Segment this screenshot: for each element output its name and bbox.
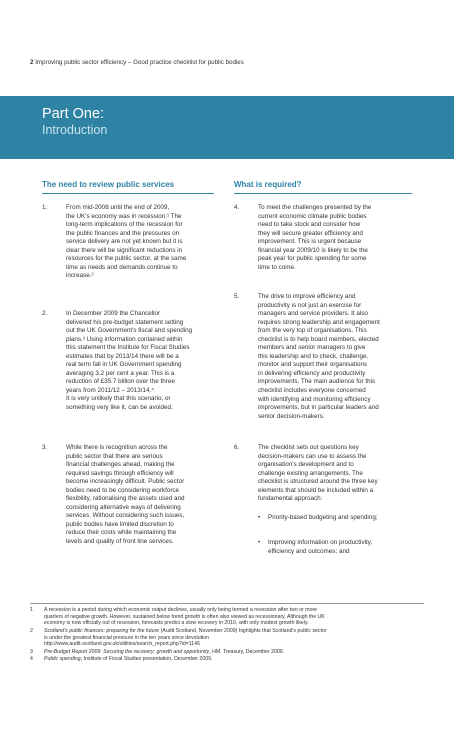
- paragraph-line: considering alternative ways of delivering: [66, 503, 181, 511]
- paragraph-line: The checklist sets out questions key: [258, 444, 359, 451]
- paragraph-item: [42, 204, 186, 281]
- paragraph-line: increase.²: [66, 272, 94, 280]
- paragraph-item: [234, 293, 380, 421]
- paragraph-line: improvements, but in particular leaders and: [258, 404, 379, 412]
- paragraph-number: 1.: [42, 204, 48, 211]
- paragraph-line: decision-makers can use to assess the: [258, 452, 367, 460]
- paragraph-line: become increasingly difficult. Public sector: [66, 478, 185, 486]
- running-title: Improving public sector efficiency – Good practice checklist for public bodies: [35, 59, 244, 66]
- footnote-line: Pre-Budget Report 2009: Securing the recovery: growth and opportunity, HM. Treasury, December 2009.: [44, 649, 285, 655]
- paragraph-line: checklist includes everyone concerned: [258, 387, 366, 395]
- paragraph-line: time to come.: [258, 263, 296, 271]
- paragraph-line: The drive to improve efficiency and: [258, 293, 356, 300]
- footnote: [30, 607, 325, 627]
- paragraph-number: 2.: [42, 310, 48, 317]
- paragraph-line: checklist is to help board members, elected: [258, 335, 379, 343]
- paragraph-line: averaging 3.2 per cent a year. This is a: [66, 369, 175, 377]
- paragraph-line: this statement the Institute for Fiscal Studies: [66, 344, 190, 352]
- left-heading-rule: [42, 193, 214, 194]
- part-title: Introduction: [42, 123, 108, 137]
- paragraph-line: with identifying and monitoring efficiency: [258, 395, 371, 403]
- page-number: 2: [30, 59, 34, 66]
- part-label: Part One:: [42, 106, 105, 122]
- right-heading-rule: [234, 193, 412, 194]
- paragraph-line: years from 2011/12 – 2013/14.⁴: [66, 386, 155, 394]
- paragraph-item: [42, 444, 185, 547]
- footnote-title: Pre-Budget Report 2009: Securing the recovery: growth and opportunity: [44, 649, 210, 655]
- paragraph-item: [234, 444, 378, 504]
- paragraph-line: in delivering efficiency and productivity: [258, 369, 366, 377]
- bullet-line: Improving information on productivity,: [268, 539, 373, 546]
- right-column-heading: What is required?: [234, 180, 302, 189]
- paragraph-line: monitor and support their organisations: [258, 361, 368, 369]
- paragraph-line: financial challenges ahead, making the: [66, 461, 175, 469]
- footnote-line: Scotland's public finances: preparing for the future (Audit Scotland, November 2009) highlights that Scotland's public sector: [44, 628, 327, 634]
- paragraph-number: 4.: [234, 204, 240, 211]
- paragraph-item: [234, 204, 371, 272]
- paragraph-line: senior decision-makers.: [258, 412, 325, 420]
- paragraph-line: From mid-2008 until the end of 2009,: [66, 204, 170, 211]
- paragraph-line: out the UK Government's fiscal and spending: [66, 327, 193, 335]
- footnote-line: http://www.audit-scotland.gov.uk/utilities/search_report.php?id=1146: [44, 641, 200, 648]
- paragraph-line: public sector that there are serious: [66, 452, 163, 460]
- paragraph-line: real term fall in UK Government spending: [66, 361, 182, 369]
- paragraph-line: resources for the public sector, at the same: [66, 255, 187, 263]
- footnote: [30, 628, 327, 648]
- paragraph-line: levels and quality of front line services.: [66, 538, 174, 546]
- bullet-line: efficiency and outcomes; and: [268, 547, 350, 555]
- paragraph-line: It is very unlikely that this scenario, or: [66, 395, 171, 403]
- paragraph-line: productivity is not just an exercise for: [258, 301, 362, 309]
- footnote-line: Public spending, Institute of Fiscal Studies presentation, December 2009.: [44, 656, 213, 662]
- bullet-dot-icon: •: [258, 539, 261, 546]
- paragraph-line: reduce their costs while maintaining the: [66, 529, 177, 537]
- paragraph-line: need to take stock and consider how: [258, 221, 361, 229]
- footnote-number: 3: [30, 649, 33, 655]
- paragraph-item: [42, 310, 192, 413]
- footnote: [30, 649, 284, 656]
- paragraph-line: this leadership and to check, challenge,: [258, 352, 369, 360]
- footnote-line: is under the greatest financial pressure in the ten years since devolution: [44, 634, 209, 641]
- paragraph-line: checklist is structured around the three key: [258, 478, 378, 486]
- paragraph-number: 6.: [234, 444, 240, 451]
- footnote-number: 1: [30, 607, 33, 613]
- paragraph-line: the public finances and the pressures on: [66, 229, 180, 237]
- paragraph-line: time as needs and demands continue to: [66, 263, 178, 271]
- footnote-line: economy is now officially out of recession, forecasts predict a slow recovery in 2010, with only modest growth likely.: [44, 620, 309, 627]
- paragraph-line: public bodies have limited discretion to: [66, 520, 174, 528]
- footnote-title: Public spending: [44, 656, 81, 662]
- paragraph-line: plans.³ Using information contained within: [66, 335, 183, 343]
- paragraph-line: services. Without considering such issues,: [66, 512, 185, 520]
- bullet-item: [258, 514, 378, 523]
- running-header: [30, 59, 244, 66]
- paragraph-line: long-term implications of the recession for: [66, 221, 183, 229]
- footnote-number: 2: [30, 628, 33, 634]
- paragraph-line: challenge existing arrangements. The: [258, 469, 363, 477]
- paragraph-line: from the very top of organisations. This: [258, 327, 367, 335]
- paragraph-line: To meet the challenges presented by the: [258, 204, 372, 211]
- bullet-line: Priority-based budgeting and spending;: [268, 514, 378, 521]
- paragraph-line: organisation's development and to: [258, 461, 354, 469]
- paragraph-line: something very like it, can be avoided.: [66, 404, 173, 412]
- paragraph-line: improvements. The main audience for this: [258, 378, 376, 386]
- paragraph-line: In December 2009 the Chancellor: [66, 310, 161, 317]
- footnote: [30, 656, 212, 663]
- paragraph-line: current economic climate public bodies: [258, 212, 367, 220]
- paragraph-line: delivered his pre-budget statement setting: [66, 318, 184, 326]
- paragraph-line: managers and service providers. It also: [258, 310, 368, 318]
- paragraph-line: required savings through efficiency will: [66, 469, 174, 477]
- paragraph-line: flexibility, rationalising the assets used and: [66, 495, 185, 503]
- bullet-item: [258, 539, 372, 556]
- paragraph-line: members and senior managers to give: [258, 344, 366, 352]
- footnote-line: A recession is a period during which economic output declines, usually only being termed a recession after two or more: [44, 607, 318, 613]
- footnote-number: 4: [30, 656, 33, 662]
- paragraph-line: they will secure greater efficiency and: [258, 229, 363, 237]
- paragraph-line: bodies need to be considering workforce: [66, 486, 180, 494]
- paragraph-number: 5.: [234, 293, 240, 300]
- paragraph-line: financial year 2009/10 is likely to be the: [258, 246, 368, 254]
- paragraph-line: reduction of £35.7 billion over the three: [66, 378, 175, 386]
- footnote-line: quarters of negative growth. However, sustained below trend growth is often also viewed as recessionary. Although the UK: [44, 613, 325, 620]
- footnote-title: Scotland's public finances: preparing for the future: [44, 628, 160, 634]
- paragraph-line: peak year for public spending for some: [258, 255, 367, 263]
- paragraph-line: requires strong leadership and engagement: [258, 318, 380, 326]
- bullet-dot-icon: •: [258, 514, 261, 521]
- paragraph-line: the UK's economy was in recession.¹ The: [66, 212, 182, 220]
- footnote-divider: [30, 603, 424, 604]
- paragraph-line: elements that should be included within a: [258, 486, 374, 494]
- paragraph-line: improvement. This is urgent because: [258, 238, 362, 246]
- paragraph-number: 3.: [42, 444, 48, 451]
- left-column-heading: The need to review public services: [42, 180, 175, 189]
- paragraph-line: fundamental approach:: [258, 495, 323, 503]
- paragraph-line: clear there will be significant reductions in: [66, 246, 183, 254]
- paragraph-line: estimates that by 2013/14 there will be a: [66, 352, 179, 360]
- paragraph-line: service delivery are not yet known but it is: [66, 238, 183, 246]
- section-banner: [0, 96, 454, 159]
- paragraph-line: While there is recognition across the: [66, 444, 168, 451]
